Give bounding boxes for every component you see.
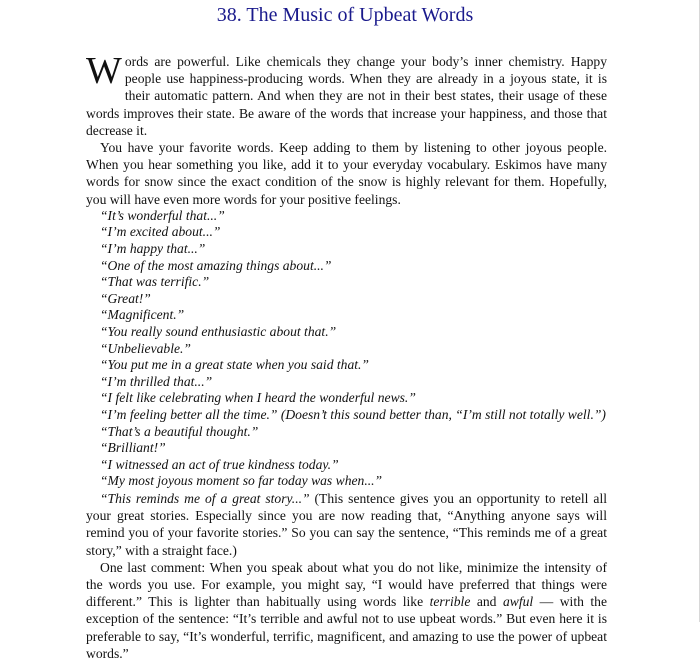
quote-line: “Great!” xyxy=(100,290,151,306)
quote-line: “You put me in a great state when you said that.” xyxy=(100,357,369,373)
quote-line: “I’m feeling better all the time.” (Doesn’t this sound better than, “I’m still not totally well.”) xyxy=(100,406,606,422)
paragraph-last xyxy=(86,559,607,662)
drop-cap: W xyxy=(86,50,122,92)
quote-line: “One of the most amazing things about...” xyxy=(100,257,332,273)
quote-line: “Magnificent.” xyxy=(100,307,185,323)
word-terrible: terrible xyxy=(429,594,471,610)
story-quote-paragraph xyxy=(86,490,607,559)
paragraph-1-text: ords are powerful. Like chemicals they change your body’s inner chemistry. Happy people use happiness-producing words. When they are already in a joyous state, it is their automatic pattern. And when they are not in their best states, their usage of these words improves their state. Be aware of the words that increase your happiness, and those that decrease it. xyxy=(86,54,607,138)
paragraph-1 xyxy=(86,50,607,139)
chapter-body xyxy=(86,50,607,662)
story-quote: “This reminds me of a great story...” xyxy=(100,490,310,506)
quote-line: “I felt like celebrating when I heard the wonderful news.” xyxy=(100,390,416,406)
quote-line: “That was terrific.” xyxy=(100,274,210,290)
quote-line: “My most joyous moment so far today was when...” xyxy=(100,473,383,489)
paragraph-2: You have your favorite words. Keep adding to them by listening to other joyous people. When you hear something you like, add it to your everyday vocabulary. Eskimos have many words for snow since the exact condition of the snow is highly relevant for them. Hopefully, you will have even more words for your positive feelings. xyxy=(86,140,607,207)
quote-line: “That’s a beautiful thought.” xyxy=(100,423,259,439)
quote-line: “Unbelievable.” xyxy=(100,340,191,356)
paragraph-last-text-2: and xyxy=(470,594,503,610)
quote-line: “It’s wonderful that...” xyxy=(100,207,225,223)
story-quote-explanation: (This sentence gives you an opportunity to retell all your great stories. Especially since you are now reading that, “Anything anyone says will remind you of your favorite stories.” So you can say the sentence, “This reminds me of a great story,” with a straight face.) xyxy=(86,490,607,558)
paragraph-last-text-3: — with the exception of the sentence: “It’s terrible and awful not to use upbeat words.” But even here it is preferable to say, “It’s wonderful, terrific, magnificent, and amazing to use the power of upbeat words.” xyxy=(86,594,607,661)
quote-line: “You really sound enthusiastic about that.” xyxy=(100,323,337,339)
chapter-title: 38. The Music of Upbeat Words xyxy=(216,4,474,26)
word-awful: awful xyxy=(502,594,534,610)
quote-line: “I’m excited about...” xyxy=(100,224,221,240)
quote-line: “I’m thrilled that...” xyxy=(100,373,213,389)
quote-line: “I witnessed an act of true kindness today.” xyxy=(100,456,339,472)
quote-line: “I’m happy that...” xyxy=(100,241,206,257)
quote-line: “Brilliant!” xyxy=(100,440,166,456)
paragraph-last-text-1: One last comment: When you speak about what you do not like, minimize the intensity of the words you use. For example, you might say, “I would have preferred that things were different.” This is lighter than habitually using words like xyxy=(86,559,607,610)
